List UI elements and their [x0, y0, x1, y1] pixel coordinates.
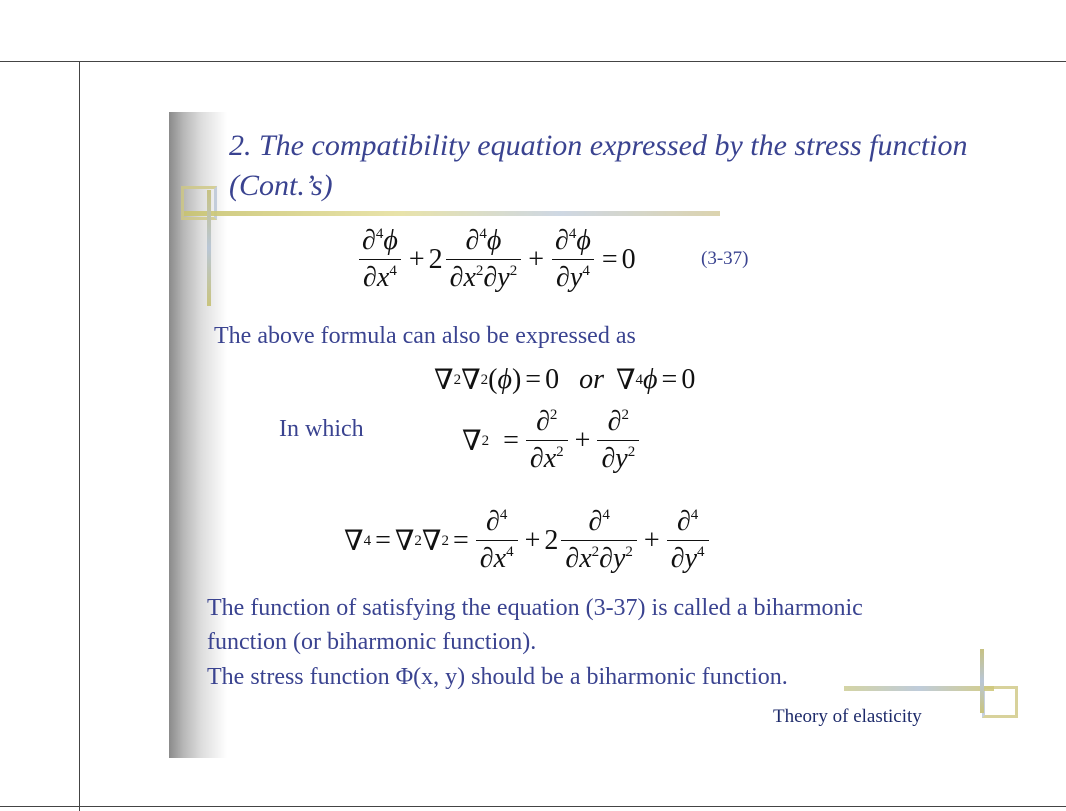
text-biharmonic-line2: function (or biharmonic function). — [207, 629, 537, 655]
fraction-d4phi-dx4: $\frac{\partial^4\phi}{\partial x^4}$ — [358, 224, 402, 295]
bottom-divider-line — [0, 806, 1066, 807]
text-biharmonic-line1: The function of satisfying the equation (3-37) is called a biharmonic — [207, 595, 863, 621]
slide-title: 2. The compatibility equation expressed by the stress function (Cont.’s) — [229, 129, 968, 202]
fraction-d4-dy4: $\frac{\partial^4}{\partial y^4}$ — [667, 505, 709, 576]
equation-laplacian: ∇ 2 = $\frac{\partial^2}{\partial x^2}$ + $\frac{\partial^2}{\partial y^2}$ — [462, 405, 642, 476]
slide — [169, 112, 1029, 758]
fraction-d4-dx4: $\frac{\partial^4}{\partial x^4}$ — [476, 505, 518, 576]
slide-footer: Theory of elasticity — [773, 706, 922, 727]
top-divider-line — [0, 61, 1066, 62]
fraction-d4-dx2dy2: $\frac{\partial^4}{\partial x^2\partial y^2}$ — [561, 505, 637, 576]
fraction-d2-dx2: $\frac{\partial^2}{\partial x^2}$ — [526, 405, 568, 476]
text-expressed-as: The above formula can also be expressed as — [214, 323, 636, 349]
fraction-d4phi-dx2dy2: $\frac{\partial^4\phi}{\partial x^2\partial y^2}$ — [446, 224, 522, 295]
left-margin-line — [79, 61, 80, 811]
fraction-d2-dy2: $\frac{\partial^2}{\partial y^2}$ — [597, 405, 639, 476]
decorative-bar-bottom — [844, 686, 994, 691]
decorative-bar-top — [184, 211, 720, 216]
equation-number: (3-37) — [701, 248, 749, 269]
text-in-which: In which — [279, 416, 364, 442]
decorative-vertical-bar-top — [207, 190, 211, 306]
fraction-d4phi-dy4: $\frac{\partial^4\phi}{\partial y^4}$ — [551, 224, 595, 295]
decorative-vertical-bar-bottom — [980, 649, 984, 713]
equation-biharmonic-operator: ∇ 2 ∇ 2 ( ϕ ) = 0 or ∇ 4 ϕ = 0 — [434, 364, 696, 396]
equation-nabla4: ∇ 4 = ∇ 2 ∇ 2 = $\frac{\partial^4}{\partial x^4}$ + 2 $\frac{\partial^4}{\partial x^2\partial y^2}$ + $\frac{\partial^4}{\partial y^4}$ — [344, 505, 712, 576]
text-biharmonic-line3: The stress function Φ(x, y) should be a biharmonic function. — [207, 664, 788, 690]
equation-3-37: $\frac{\partial^4\phi}{\partial x^4}$ + 2 $\frac{\partial^4\phi}{\partial x^2\partial y^2}$ + $\frac{\partial^4\phi}{\partial y^4}$ = 0 — [355, 224, 636, 295]
